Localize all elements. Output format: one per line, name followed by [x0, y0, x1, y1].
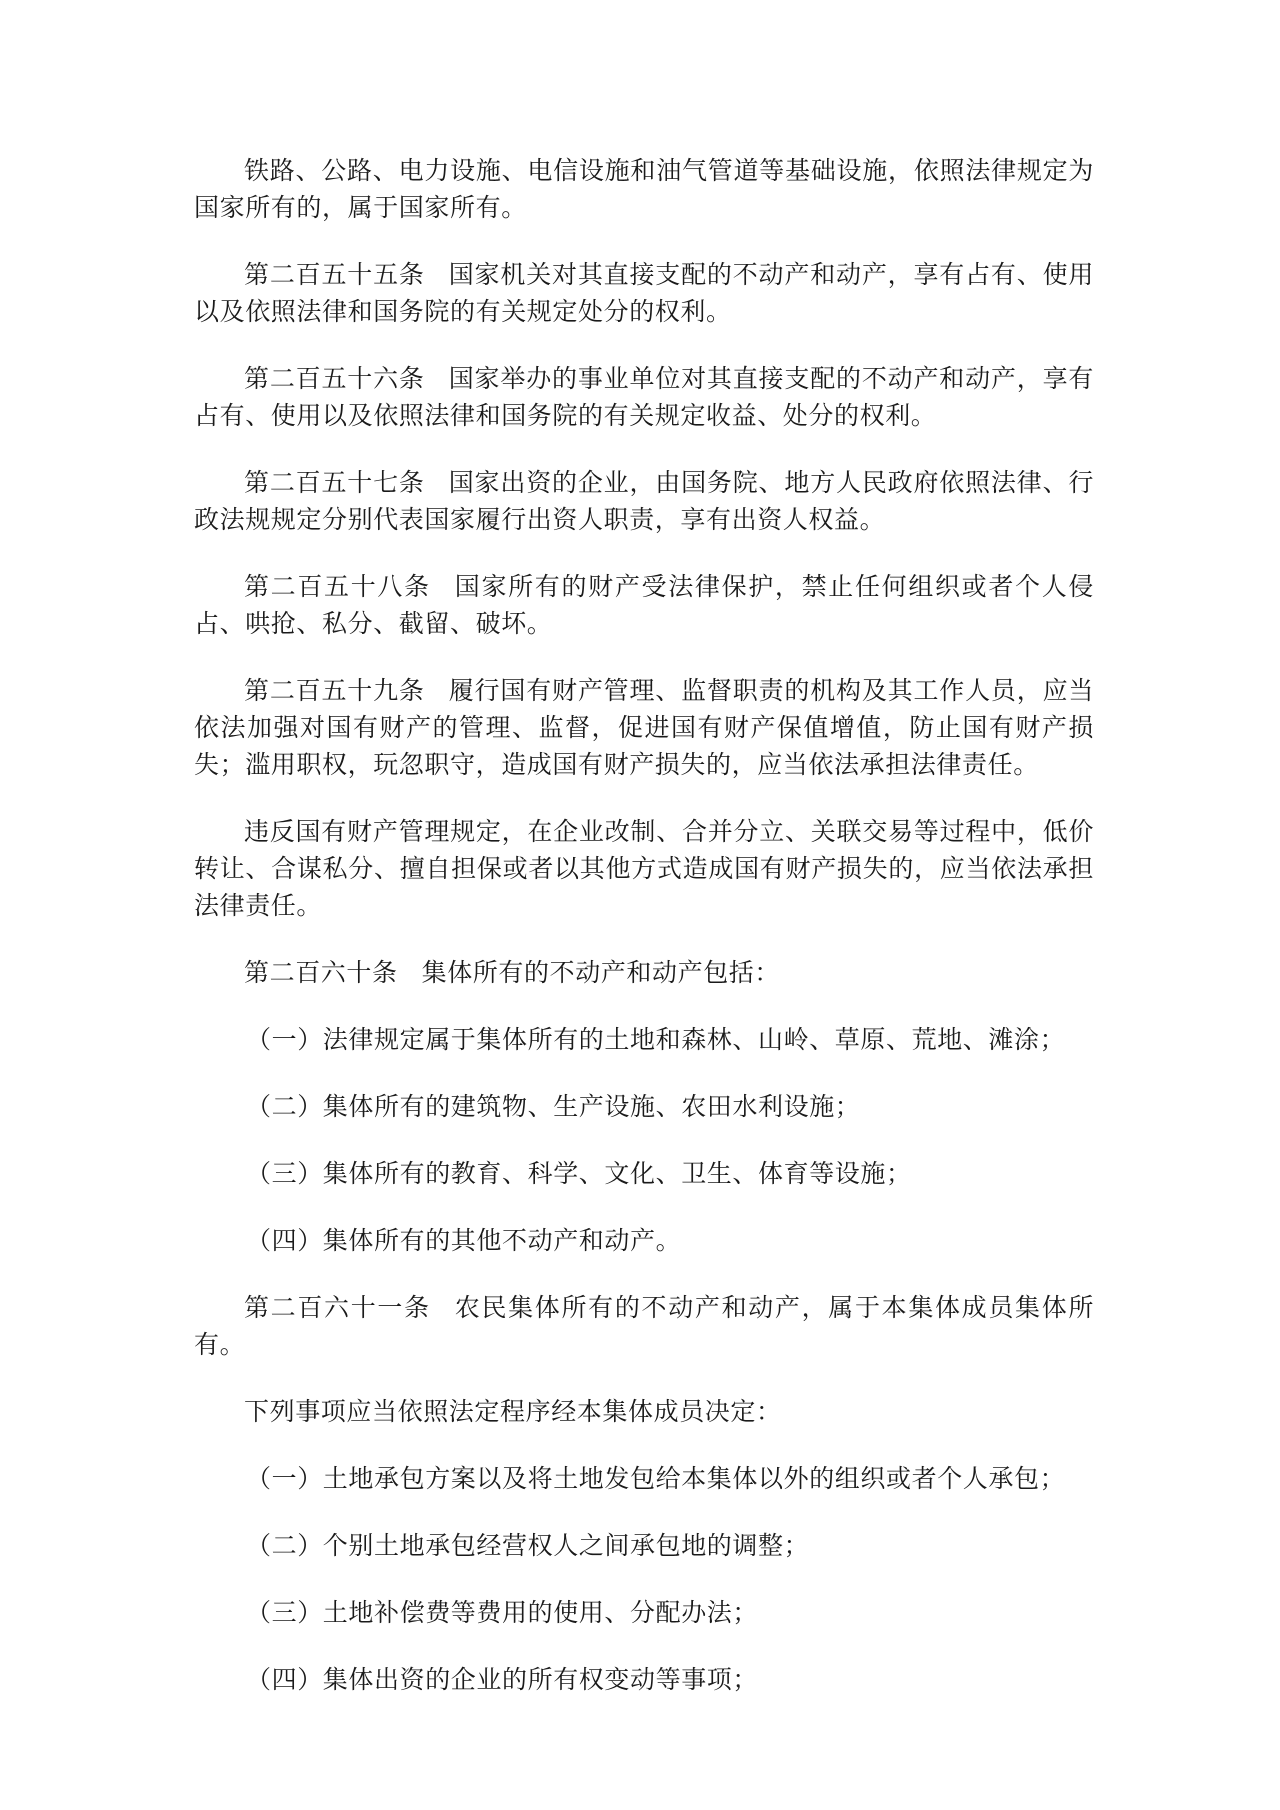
- article-261: [194, 1289, 1094, 1363]
- article-text: 履行国有财产管理、监督职责的机构及其工作人员，应当依法加强对国有财产的管理、监督，促进国有财产保值增值，防止国有财产损失；滥用职权，玩忽职守，造成国有财产损失的，应当依法承担法律责任。: [194, 676, 1094, 779]
- document-body: [194, 152, 1094, 1728]
- article-number: 第二百六十一条: [244, 1293, 431, 1322]
- article-text: 国家所有的财产受法律保护，禁止任何组织或者个人侵占、哄抢、私分、截留、破坏。: [194, 572, 1095, 638]
- list-item: （一）土地承包方案以及将土地发包给本集体以外的组织或者个人承包；: [246, 1464, 1066, 1493]
- list-item: （四）集体出资的企业的所有权变动等事项；: [246, 1665, 759, 1694]
- paragraph-text: 下列事项应当依照法定程序经本集体成员决定：: [244, 1397, 782, 1426]
- list-item: （三）集体所有的教育、科学、文化、卫生、体育等设施；: [246, 1159, 912, 1188]
- paragraph: [194, 1393, 1094, 1430]
- article-number: 第二百五十五条: [244, 260, 425, 289]
- article-257: [194, 464, 1094, 538]
- article-text: 集体所有的不动产和动产包括：: [421, 958, 781, 987]
- list-item: （四）集体所有的其他不动产和动产。: [246, 1226, 682, 1255]
- article-text: 农民集体所有的不动产和动产，属于本集体成员集体所有。: [194, 1293, 1095, 1359]
- article-255: [194, 256, 1094, 330]
- article-number: 第二百五十八条: [244, 572, 431, 601]
- paragraph-text: 违反国有财产管理规定，在企业改制、合并分立、关联交易等过程中，低价转让、合谋私分、擅自担保或者以其他方式造成国有财产损失的，应当依法承担法律责任。: [194, 817, 1094, 920]
- list-item: （二）个别土地承包经营权人之间承包地的调整；: [246, 1531, 810, 1560]
- paragraph: [194, 813, 1094, 924]
- list-item: （二）集体所有的建筑物、生产设施、农田水利设施；: [246, 1092, 861, 1121]
- article-text: 国家出资的企业，由国务院、地方人民政府依照法律、行政法规规定分别代表国家履行出资人职责，享有出资人权益。: [194, 468, 1094, 534]
- article-258: [194, 568, 1094, 642]
- article-number: 第二百五十七条: [244, 468, 425, 497]
- list-item: （三）土地补偿费等费用的使用、分配办法；: [246, 1598, 759, 1627]
- article-text: 国家机关对其直接支配的不动产和动产，享有占有、使用以及依照法律和国务院的有关规定处分的权利。: [194, 260, 1094, 326]
- article-259: [194, 672, 1094, 783]
- article-number: 第二百五十六条: [244, 364, 425, 393]
- article-260: [194, 954, 1094, 991]
- list-item: （一）法律规定属于集体所有的土地和森林、山岭、草原、荒地、滩涂；: [246, 1025, 1066, 1054]
- article-number: 第二百五十九条: [244, 676, 425, 705]
- paragraph: [194, 152, 1094, 226]
- article-text: 国家举办的事业单位对其直接支配的不动产和动产，享有占有、使用以及依照法律和国务院的有关规定收益、处分的权利。: [194, 364, 1094, 430]
- article-256: [194, 360, 1094, 434]
- article-number: 第二百六十条: [244, 958, 398, 987]
- paragraph-text: 铁路、公路、电力设施、电信设施和油气管道等基础设施，依照法律规定为国家所有的，属于国家所有。: [194, 156, 1094, 222]
